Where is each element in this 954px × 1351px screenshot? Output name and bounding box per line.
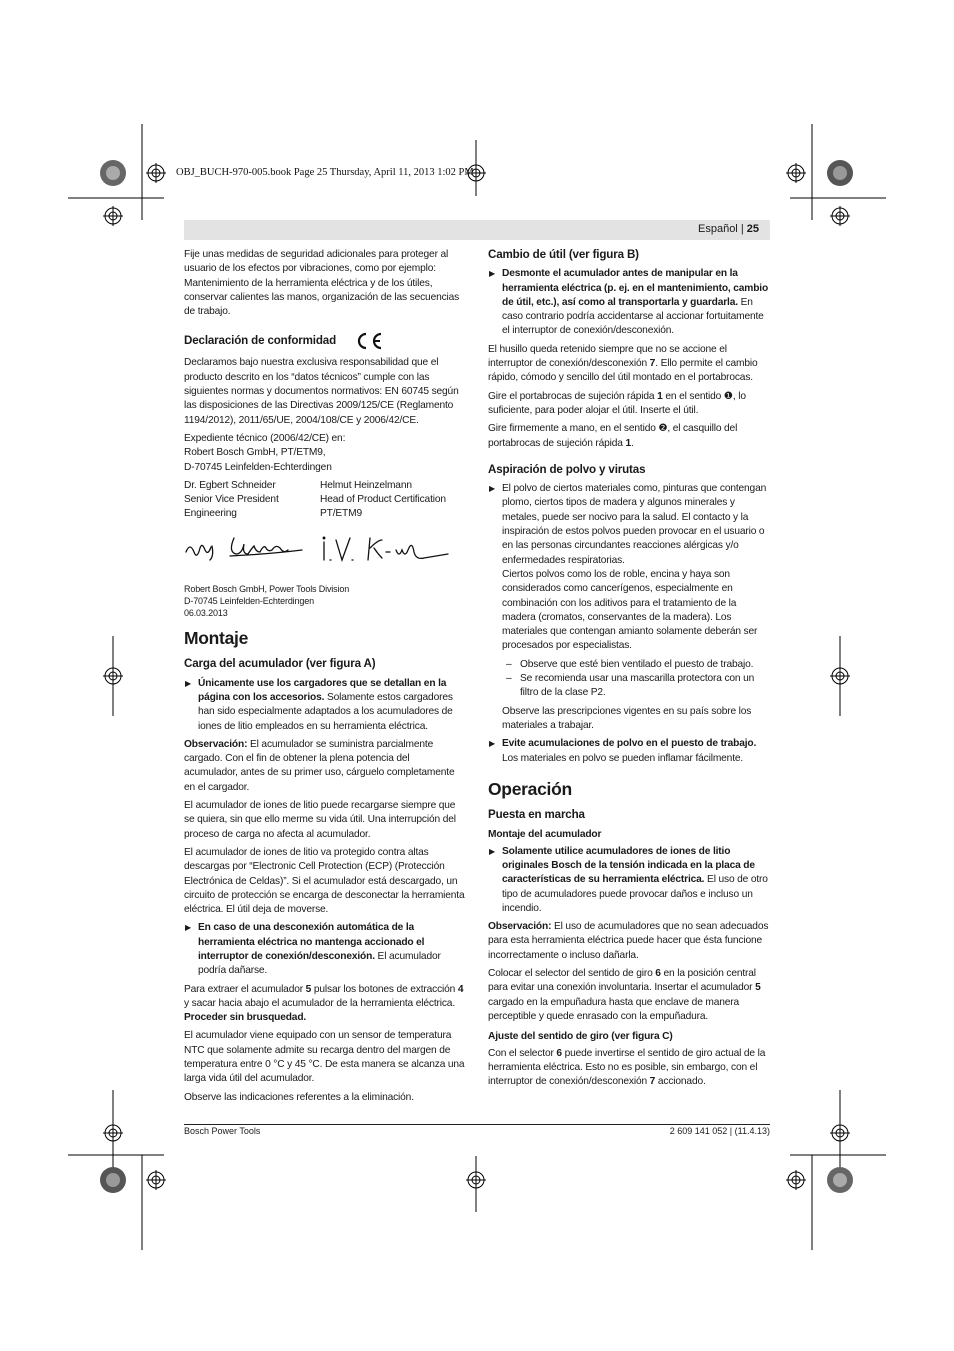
ntc-paragraph: El acumulador viene equipado con un sensor de temperatura NTC que solamente admite su recarga dentro del margen de temperatura entre 0 °C y 45 °C. De esta manera se alcanza una larga vida útil del acumulador. — [184, 1030, 465, 1085]
carga-heading: Carga del acumulador (ver figura A) — [184, 657, 376, 671]
ecp-warning — [184, 921, 466, 978]
dash-item: – Observe que esté bien ventilado el puesto de trabajo. — [506, 658, 754, 670]
remove-battery-bold: Desmonte el acumulador antes de manipular en la herramienta eléctrica (p. ej. en el mantenimiento, cambio de útil, etc.), así como al transportarla y guardarla. — [502, 268, 769, 308]
recharge-paragraph: El acumulador de iones de litio puede recargarse siempre que se quiera, sin que ello merme su vida útil. Una interrupción del proceso de carga no afecta al acumulador. — [184, 800, 456, 840]
extract-paragraph — [184, 983, 466, 1026]
dossier-line-1: Expediente técnico (2006/42/CE) en: — [184, 432, 346, 444]
turn-text-c: , lo suficiente, para poder alojar el útil. Inserte el útil. — [488, 390, 746, 416]
direction-2-icon: ❷ — [658, 423, 668, 435]
note-text: El acumulador se suministra parcialmente cargado. Con el fin de obtener la plena potencia del acumulador, antes de su primer uso, cárguelo completamente en el cargador. — [184, 738, 455, 793]
ecp-warning-text: El acumulador podría dañarse. — [198, 950, 441, 977]
right-column — [488, 248, 770, 1093]
puesta-heading: Puesta en marcha — [488, 808, 585, 822]
charger-warning-text: Solamente estos cargadores han sido especialmente adaptados a los acumuladores de iones de litio empleados en su herramienta eléctrica. — [198, 691, 453, 732]
extract-text-a: Para extraer el acumulador — [184, 983, 306, 995]
montaje-heading: Montaje — [184, 628, 249, 649]
turn-text-a: Gire el portabrocas de sujeción rápida — [488, 390, 658, 402]
ref-1: 1 — [657, 390, 663, 402]
ajuste-heading: Ajuste del sentido de giro (ver figura C) — [488, 1031, 673, 1043]
charger-warning — [184, 677, 466, 734]
conformity-heading-row — [184, 331, 466, 351]
avoid-dust-warning — [488, 737, 770, 766]
bullet-triangle-icon: ▶ — [489, 484, 496, 494]
cambio-heading: Cambio de útil (ver figura B) — [488, 248, 639, 261]
note-charge — [184, 738, 466, 795]
note-text: El uso de acumuladores que no sean adecuados para esta herramienta eléctrica puede hacer que ésta funcione incorrectamente o incluso dañarla. — [488, 921, 769, 961]
rotation-text-a: Con el selector — [488, 1047, 557, 1059]
tighten-paragraph — [488, 422, 770, 451]
footer-divider — [184, 1124, 770, 1125]
dash-item-2: Se recomienda usar una mascarilla protectora con un filtro de la clase P2. — [520, 673, 755, 699]
tighten-text-c: . — [631, 437, 634, 449]
footer-brand: Bosch Power Tools — [184, 1126, 261, 1136]
conformity-heading: Declaración de conformidad — [184, 334, 337, 348]
spindle-paragraph — [488, 343, 770, 386]
disposal-paragraph: Observe las indicaciones referentes a la eliminación. — [184, 1091, 414, 1103]
remove-battery-warning — [488, 267, 770, 338]
bullet-triangle-icon: ▶ — [185, 923, 192, 933]
rotation-text-c: accionado. — [655, 1076, 706, 1088]
dossier-line-3: D-70745 Leinfelden-Echterdingen — [184, 461, 332, 473]
bullet-triangle-icon: ▶ — [489, 739, 496, 749]
technical-dossier — [184, 432, 466, 475]
operacion-heading: Operación — [488, 778, 572, 799]
header-separator: | — [740, 223, 744, 235]
company-line-1: Robert Bosch GmbH, Power Tools Division — [184, 584, 350, 595]
footer-doc-number: 2 609 141 052 | (11.4.13) — [669, 1126, 770, 1136]
company-line-2: D-70745 Leinfelden-Echterdingen — [184, 596, 314, 607]
conformity-text: Declaramos bajo nuestra exclusiva responsabilidad que el producto descrito en los “datos técnicos” cumple con las siguientes normas y documentos normativos: EN 60745 según las disposiciones de las Directivas 2009/125/CE (Reglamento 1194/2012), 2011/65/UE, 2004/108/CE y 2006/42/CE. — [184, 357, 459, 426]
print-info-line: OBJ_BUCH-970-005.book Page 25 Thursday, April 11, 2013 1:02 PM — [176, 167, 474, 178]
ref-1: 1 — [625, 437, 632, 449]
montaje-acumulador-heading: Montaje del acumulador — [488, 829, 602, 841]
dash-item-1: Observe que esté bien ventilado el puesto de trabajo. — [520, 658, 754, 670]
header-text — [698, 223, 759, 235]
bullet-triangle-icon: ▶ — [185, 678, 192, 688]
company-date: 06.03.2013 — [184, 608, 228, 619]
company-address — [184, 583, 466, 619]
ce-mark-icon — [354, 331, 384, 351]
extract-text-c: y sacar hacia abajo el acumulador de la herramienta eléctrica. — [184, 997, 456, 1009]
signer1-name: Dr. Egbert Schneider — [184, 479, 276, 491]
signer1-dept: Engineering — [184, 508, 237, 520]
handwritten-signatures-image — [184, 534, 466, 564]
note-battery — [488, 920, 770, 963]
ref-5: 5 — [305, 983, 312, 995]
insert-text-c: cargado en la empuñadura hasta que enclave de manera perceptible y quede enrasado con la empuñadura. — [488, 996, 740, 1022]
dust-continuation: Ciertos polvos como los de roble, encina y haya son considerados como cancerígenos, especialmente en combinación con los aditivos para el tratamiento de la madera (cromatos, conservantes de la madera). Los materiales que contengan amianto solamente deberán ser procesados por especialistas. — [502, 568, 758, 652]
dust-warning-text: El polvo de ciertos materiales como, pinturas que contengan plomo, ciertos tipos de madera y algunos minerales y metales, puede ser nocivo para la salud. El contacto y la inspiración de estos polvos pueden provocar en el usuario o en las personas circundantes reacciones alérgicas y/o enfermedades respiratorias. — [502, 483, 767, 566]
rotation-text-b: puede invertirse el sentido de giro actual de la herramienta eléctrica. Esto no es posible, sin embargo, con el interruptor de conexión/desconexión — [488, 1047, 766, 1088]
direction-1-icon: ❶ — [723, 390, 733, 402]
insert-text-a: Colocar el selector del sentido de giro — [488, 968, 656, 980]
rotation-paragraph — [488, 1047, 770, 1090]
dust-warning — [488, 482, 770, 568]
signer2-dept: PT/ETM9 — [320, 508, 362, 520]
avoid-dust-bold: Evite acumulaciones de polvo en el puesto de trabajo. — [502, 738, 757, 750]
regulations-paragraph: Observe las prescripciones vigentes en su país sobre los materiales a trabajar. — [502, 705, 752, 731]
ref-5: 5 — [755, 982, 761, 994]
tighten-text-a: Gire firmemente a mano, en el sentido — [488, 423, 659, 435]
ecp-paragraph: El acumulador de iones de litio va protegido contra altas descargas por “Electronic Cell Protection (ECP) (Protección Electrónica de Celdas)”. Si el acumulador está descargado, un circuito de protección se encarga de desconectar la herramienta eléctrica. El útil deja de moverse. — [184, 846, 465, 916]
extract-text-b: pulsar los botones de extracción — [311, 983, 458, 995]
ref-6: 6 — [556, 1047, 562, 1059]
extract-bold: Proceder sin brusquedad. — [184, 1012, 307, 1024]
left-column — [184, 248, 466, 1109]
note-label: Observación: — [184, 738, 248, 750]
header-language: Español — [698, 223, 738, 235]
ref-4: 4 — [457, 983, 464, 995]
signatories — [184, 479, 466, 522]
original-battery-warning — [488, 845, 770, 916]
dash-item: – Se recomienda usar una mascarilla protectora con un filtro de la clase P2. — [506, 673, 755, 699]
original-battery-text: El uso de otro tipo de acumuladores puede provocar daños e incluso un incendio. — [502, 874, 768, 914]
bullet-triangle-icon: ▶ — [489, 269, 496, 279]
page-number: 25 — [746, 223, 759, 235]
insert-battery-paragraph — [488, 967, 770, 1024]
bullet-triangle-icon: ▶ — [489, 846, 496, 856]
ecp-warning-bold: En caso de una desconexión automática de la herramienta eléctrica no mantenga accionado el interruptor de conexión/desconexión. — [198, 922, 425, 962]
insert-text-b: en la posición central para evitar una conexión involuntaria. Insertar el acumulador — [488, 968, 756, 994]
turn-text-b: en el sentido — [662, 390, 724, 402]
remove-battery-text: En caso contrario podría accidentarse al accionar fortuitamente el interruptor de conexión/desconexión. — [502, 296, 764, 337]
spindle-text-b: . Ello permite el cambio rápido, cómodo y sencillo del útil montado en el portabrocas. — [488, 358, 758, 384]
avoid-dust-text: Los materiales en polvo se pueden inflamar fácilmente. — [502, 752, 744, 764]
signer2-name: Helmut Heinzelmann — [320, 479, 412, 491]
vibration-paragraph: Fije unas medidas de seguridad adicionales para proteger al usuario de los efectos por vibraciones, como por ejemplo: Mantenimiento de la herramienta eléctrica y de los útiles, conservar calientes las manos, organización de las secuencias de trabajo. — [184, 249, 460, 318]
page-header — [184, 220, 770, 240]
ref-7: 7 — [649, 358, 656, 370]
signer1-title: Senior Vice President — [184, 494, 279, 506]
charger-warning-bold: Únicamente use los cargadores que se detallan en la página con los accesorios. — [198, 677, 447, 703]
tighten-text-b: , el casquillo del portabrocas de sujeción rápida — [488, 423, 738, 449]
signer2-title: Head of Product Certification — [320, 494, 446, 506]
original-battery-bold: Solamente utilice acumuladores de iones de litio originales Bosch de la tensión indicada en la placa de características de su herramienta eléctrica. — [502, 845, 755, 886]
ref-7: 7 — [649, 1076, 656, 1088]
aspiracion-heading: Aspiración de polvo y virutas — [488, 462, 646, 476]
dossier-line-2: Robert Bosch GmbH, PT/ETM9, — [184, 447, 326, 459]
ref-6: 6 — [655, 968, 661, 980]
note-label: Observación: — [488, 921, 552, 933]
turn-chuck-paragraph — [488, 390, 770, 419]
spindle-text-a: El husillo queda retenido siempre que no se accione el interruptor de conexión/desconexión — [488, 343, 727, 370]
